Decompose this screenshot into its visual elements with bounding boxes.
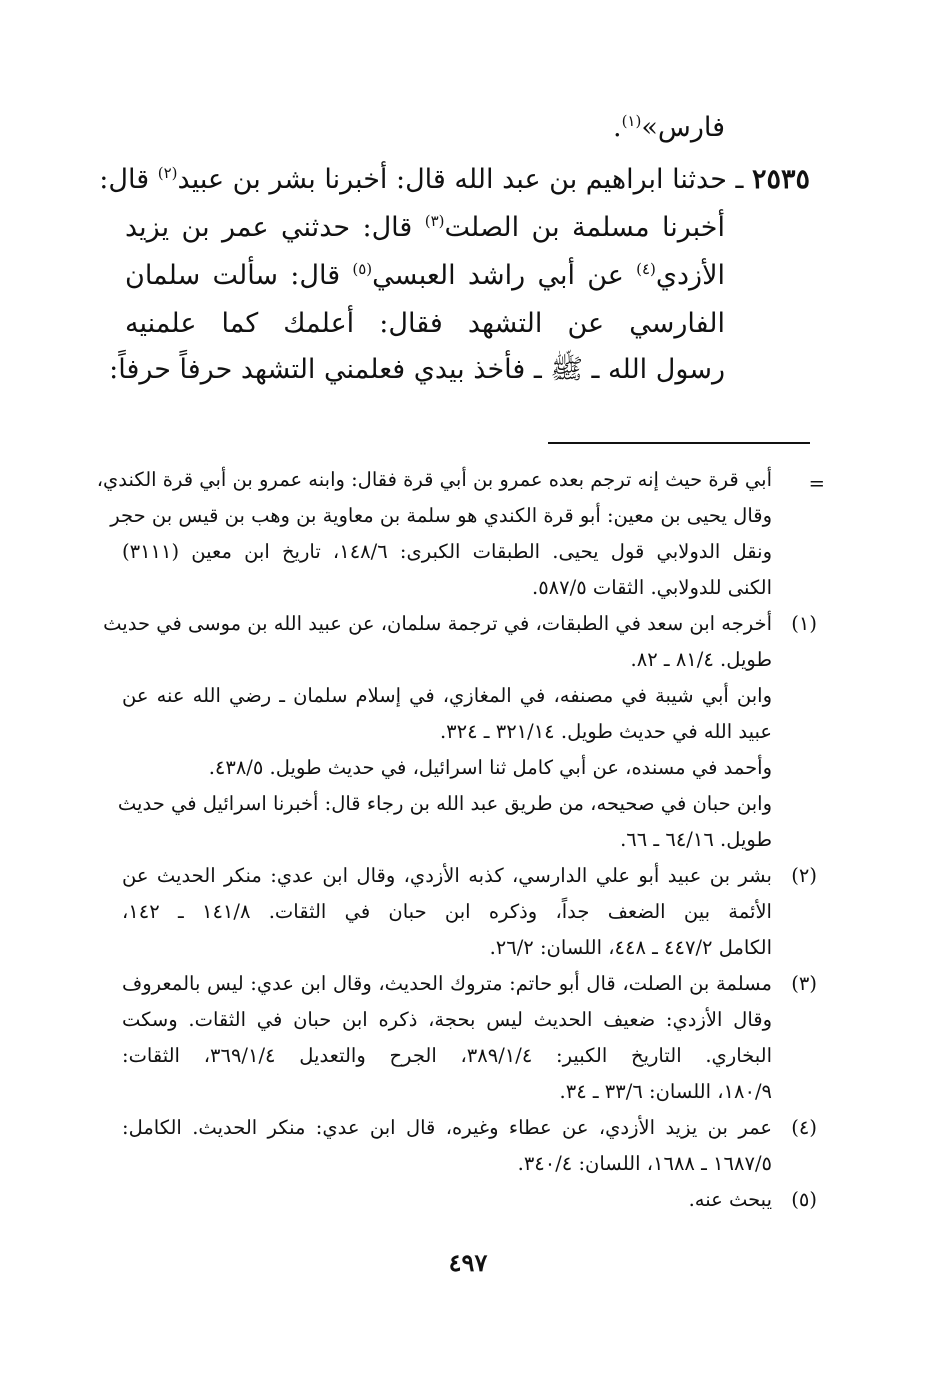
footnote-4-line: ١٦٨٧/٥ ـ ١٦٨٨، اللسان: ٣٤٠/٤. [517, 1152, 772, 1175]
footnote-3-line: البخاري. التاريخ الكبير: ٣٨٩/١/٤، الجرح والتعديل ٣٦٩/١/٤، الثقات: [122, 1044, 772, 1067]
main-text-line-2 [99, 156, 810, 204]
main-text-segment: أخبرنا مسلمة بن الصلت [444, 212, 725, 243]
footnote-divider [548, 442, 810, 444]
footnote-mark-2: (٢) [791, 864, 817, 887]
main-text-segment: ـ حدثنا ابراهيم بن عبد الله قال: أخبرنا بشر بن عبيد [177, 164, 744, 195]
footnote-4-line: عمر بن يزيد الأزدي، عن عطاء وغيره، قال ابن عدي: منكر الحديث. الكامل: [122, 1116, 772, 1139]
footnote-2-line: بشر بن عبيد أبو علي الدارسي، كذبه الأزدي، وقال ابن عدي: منكر الحديث عن [122, 864, 772, 887]
footnote-continuation-line: وقال يحيى بن معين: أبو قرة الكندي هو سلمة بن معاوية بن وهب بن قيس بن حجر [110, 504, 772, 527]
main-text-line-5: الفارسي عن التشهد فقال: أعلمك كما علمنيه [125, 308, 725, 339]
main-text-segment: فارس» [641, 112, 725, 143]
footnote-2-line: الأئمة بين الضعف جداً، وذكره ابن حبان في الثقات. ١٤١/٨ ـ ١٤٢، [122, 900, 772, 923]
footnote-continuation-line: الكنى للدولابي. الثقات ٥٨٧/٥. [532, 576, 772, 599]
footnote-2-line: الكامل ٤٤٧/٢ ـ ٤٤٨، اللسان: ٢٦/٢. [489, 936, 772, 959]
footnote-1-line: وأحمد في مسنده، عن أبي كامل ثنا اسرائيل، في حديث طويل. ٤٣٨/٥. [208, 756, 772, 779]
main-text-line-4 [125, 252, 725, 300]
footnote-1-line: أخرجه ابن سعد في الطبقات، في ترجمة سلمان، عن عبيد الله بن موسى في حديث [103, 612, 772, 635]
footnote-mark-4: (٤) [791, 1116, 817, 1139]
footnote-continuation-line: ونقل الدولابي قول يحيى. الطبقات الكبرى: ١٤٨/٦، تاريخ ابن معين (٣١١١) [122, 540, 772, 563]
footnote-1-line: طويل. ٨١/٤ ـ ٨٢. [630, 648, 772, 671]
main-text-segment: قال: سألت سلمان [125, 260, 341, 291]
hadith-number: ٢٥٣٥ [751, 164, 810, 195]
continuation-mark: = [808, 472, 825, 495]
page-number: ٤٩٧ [448, 1248, 488, 1277]
footnote-1-line: طويل. ٦٤/١٦ ـ ٦٦. [620, 828, 772, 851]
footnote-3-line: ١٨٠/٩، اللسان: ٣٣/٦ ـ ٣٤. [559, 1080, 772, 1103]
footnote-3-line: وقال الأزدي: ضعيف الحديث ليس بحجة، ذكره ابن حبان في الثقات. وسكت [122, 1008, 772, 1031]
footnote-mark-3: (٣) [791, 972, 817, 995]
footnote-ref-3[interactable]: (٣) [424, 212, 445, 230]
footnote-ref-1[interactable]: (١) [621, 112, 642, 130]
main-text-segment: قال: حدثني عمر بن يزيد [125, 212, 413, 243]
footnote-ref-5[interactable]: (٥) [352, 260, 373, 278]
main-text-line-1 [613, 104, 725, 152]
footnote-continuation-line: أبي قرة حيث إنه ترجم بعده عمرو بن أبي قرة فقال: وابنه عمرو بن أبي قرة الكندي، [96, 468, 772, 491]
main-text-segment: قال: [99, 164, 150, 195]
main-text-line-6: رسول الله ـ ﷺ ـ فأخذ بيدي فعلمني التشهد حرفاً حرفاً: [109, 354, 725, 385]
main-text-segment: . [612, 112, 622, 143]
footnote-mark-1: (١) [791, 612, 817, 635]
footnote-1-line: عبيد الله في حديث طويل. ٣٢١/١٤ ـ ٣٢٤. [439, 720, 772, 743]
main-text-segment: عن أبي راشد العبسي [372, 260, 624, 291]
main-text-segment: الأزدي [655, 260, 725, 291]
footnote-1-line: وابن حبان في صحيحه، من طريق عبد الله بن رجاء قال: أخبرنا اسرائيل في حديث [117, 792, 772, 815]
footnote-1-line: وابن أبي شيبة في مصنفه، في المغازي، في إسلام سلمان ـ رضي الله عنه عن [122, 684, 772, 707]
footnote-ref-2[interactable]: (٢) [157, 164, 178, 182]
main-text-line-3 [125, 204, 725, 252]
footnote-mark-5: (٥) [791, 1188, 817, 1211]
footnote-5-line: يبحث عنه. [688, 1188, 772, 1211]
footnote-3-line: مسلمة بن الصلت، قال أبو حاتم: متروك الحديث، وقال ابن عدي: ليس بالمعروف [122, 972, 772, 995]
footnote-ref-4[interactable]: (٤) [636, 260, 656, 278]
